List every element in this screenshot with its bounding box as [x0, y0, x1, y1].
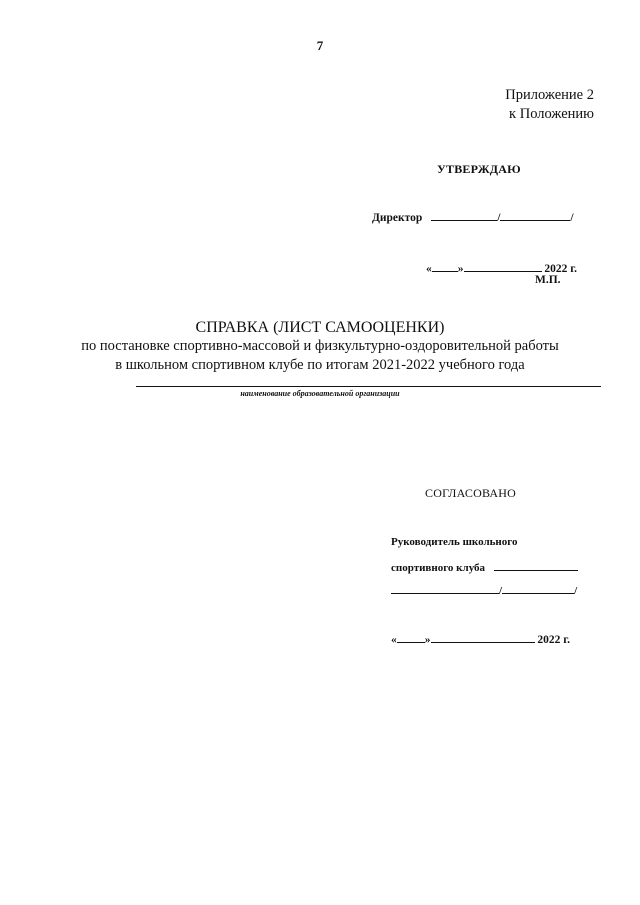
agreement-role-line-1: Руководитель школьного	[391, 536, 518, 548]
director-name-blank	[500, 208, 570, 221]
agreement-date-line	[391, 630, 570, 646]
director-signature-blank	[431, 208, 497, 221]
appendix-line-2: к Положению	[509, 106, 594, 122]
appendix-line-1: Приложение 2	[505, 87, 594, 103]
agreement-year: 2022 г.	[537, 634, 571, 646]
agreement-heading: СОГЛАСОВАНО	[425, 486, 517, 500]
agreement-role-label: спортивного клуба	[391, 562, 486, 574]
agreement-day-blank	[397, 630, 425, 643]
organization-caption: наименование образовательной организации	[240, 389, 400, 398]
appendix-reference	[505, 86, 594, 124]
organization-name-line	[136, 386, 601, 387]
agreement-name-blank	[502, 581, 574, 594]
agreement-quote-close: »	[424, 634, 431, 646]
director-slash-1: /	[497, 212, 501, 224]
approval-month-blank	[464, 259, 542, 272]
approval-date-line	[426, 259, 577, 275]
document-subtitle-2: в школьном спортивном клубе по итогам 2021-2022 учебного года	[115, 357, 525, 373]
agreement-club-blank	[494, 558, 578, 571]
page-number: 7	[316, 38, 324, 53]
director-slash-2: /	[570, 212, 574, 224]
agreement-slash-2: /	[574, 585, 578, 597]
approval-year: 2022 г.	[544, 263, 578, 275]
agreement-quote-open: «	[391, 634, 397, 646]
stamp-place: М.П.	[535, 274, 561, 286]
agreement-signature-line	[391, 581, 577, 597]
document-title: СПРАВКА (ЛИСТ САМООЦЕНКИ)	[195, 319, 445, 336]
approval-day-blank	[432, 259, 458, 272]
approval-quote-close: »	[457, 263, 464, 275]
agreement-month-blank	[431, 630, 535, 643]
director-label: Директор	[372, 212, 423, 224]
approval-quote-open: «	[426, 263, 432, 275]
document-title-block	[0, 318, 640, 375]
document-subtitle-1: по постановке спортивно-массовой и физкультурно-оздоровительной работы	[81, 338, 559, 354]
agreement-slash-1: /	[499, 585, 503, 597]
agreement-role-line-2	[391, 558, 578, 574]
approval-heading: УТВЕРЖДАЮ	[437, 162, 521, 176]
agreement-signature-blank	[391, 581, 499, 594]
director-signature-line	[372, 208, 574, 224]
